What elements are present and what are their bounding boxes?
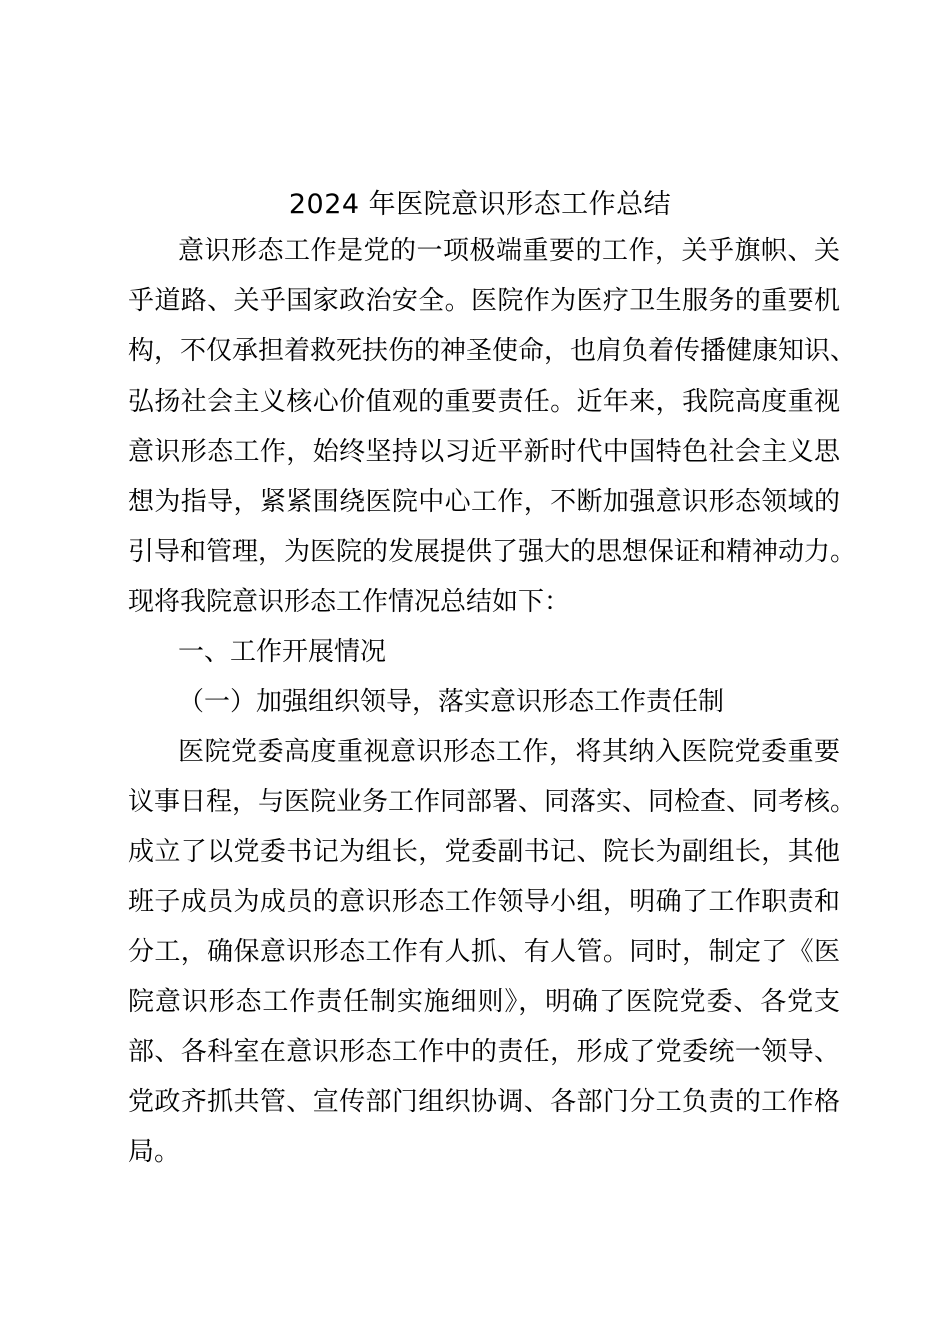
- body-line: 局。: [128, 1137, 181, 1167]
- body-line: 意识形态工作是党的一项极端重要的工作，关乎旗帜、关: [178, 236, 840, 266]
- body-line: 现将我院意识形态工作情况总结如下：: [128, 587, 571, 617]
- body-line: 部、各科室在意识形态工作中的责任，形成了党委统一领导、: [128, 1037, 840, 1067]
- body-line: 议事日程，与医院业务工作同部署、同落实、同检查、同考核。: [128, 787, 857, 817]
- body-line: 构，不仅承担着救死扶伤的神圣使命，也肩负着传播健康知识、: [128, 336, 857, 366]
- body-line: 乎道路、关乎国家政治安全。医院作为医疗卫生服务的重要机: [128, 286, 840, 316]
- body-line: 弘扬社会主义核心价值观的重要责任。近年来，我院高度重视: [128, 387, 840, 417]
- body-line: 党政齐抓共管、宣传部门组织协调、各部门分工负责的工作格: [128, 1087, 840, 1117]
- body-line: 院意识形态工作责任制实施细则》，明确了医院党委、各党支: [128, 987, 840, 1017]
- body-line: 想为指导，紧紧围绕医院中心工作，不断加强意识形态领域的: [128, 487, 840, 517]
- document-title: 2024 年医院意识形态工作总结: [288, 189, 672, 220]
- body-line: 一、工作开展情况: [178, 637, 387, 667]
- body-line: 成立了以党委书记为组长，党委副书记、院长为副组长，其他: [128, 837, 840, 867]
- body-line: 分工，确保意识形态工作有人抓、有人管。同时，制定了《医: [128, 937, 840, 967]
- body-line: 班子成员为成员的意识形态工作领导小组，明确了工作职责和: [128, 887, 840, 917]
- body-line: （一）加强组织领导，落实意识形态工作责任制: [178, 687, 725, 717]
- body-line: 医院党委高度重视意识形态工作，将其纳入医院党委重要: [178, 737, 840, 767]
- body-line: 引导和管理，为医院的发展提供了强大的思想保证和精神动力。: [128, 537, 857, 567]
- body-line: 意识形态工作，始终坚持以习近平新时代中国特色社会主义思: [128, 437, 840, 467]
